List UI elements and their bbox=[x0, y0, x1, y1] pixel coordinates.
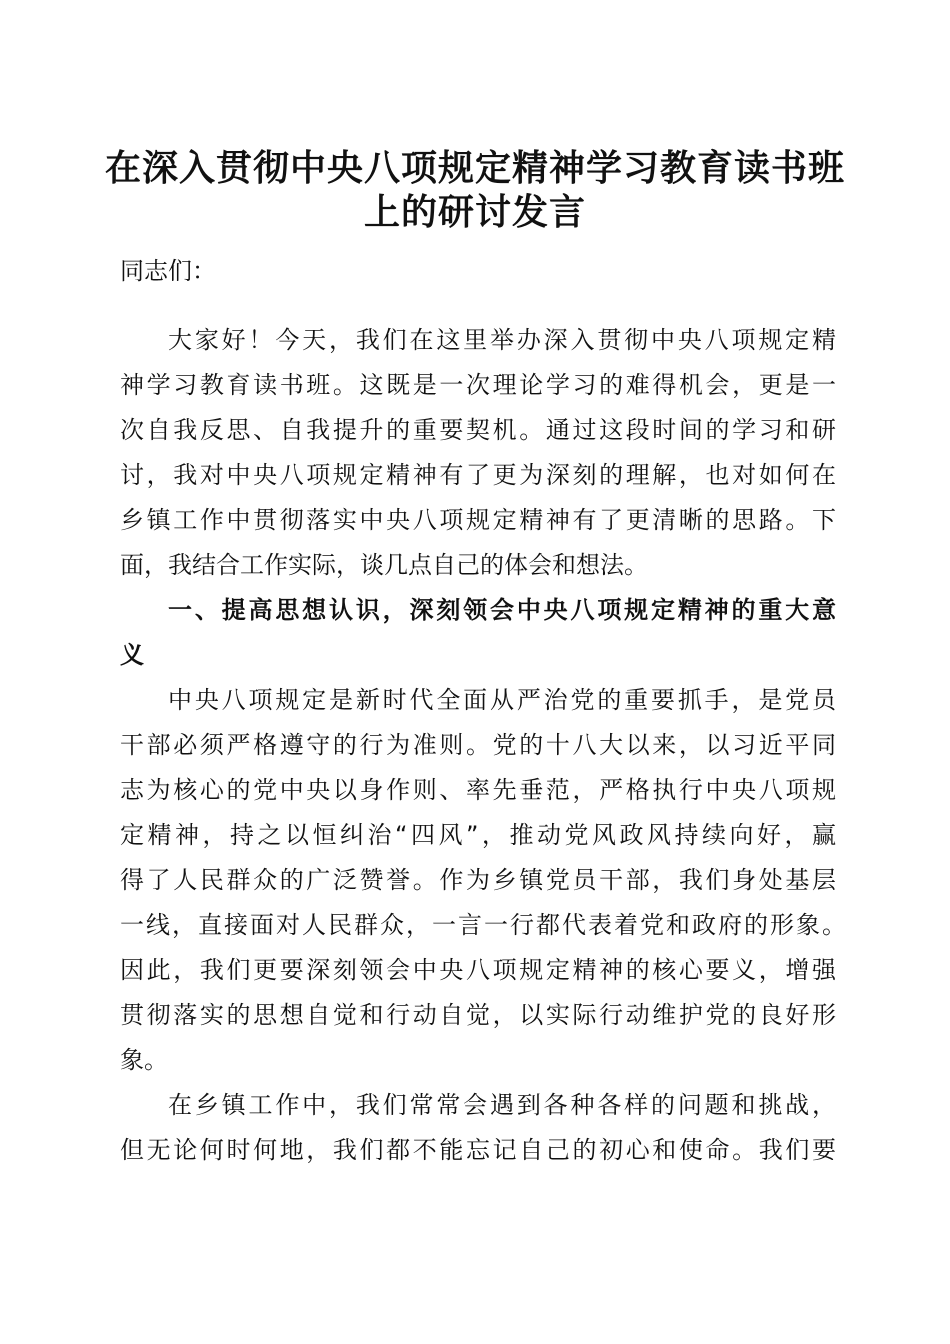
paragraph-line: 中央八项规定是新时代全面从严治党的重要抓手，是党员 bbox=[168, 686, 836, 714]
paragraph-line: 贯彻落实的思想自觉和行动自觉，以实际行动维护党的良好形 bbox=[120, 1001, 836, 1029]
paragraph-line: 乡镇工作中贯彻落实中央八项规定精神有了更清晰的思路。下 bbox=[120, 506, 836, 534]
document-title-line-2: 上的研讨发言 bbox=[363, 191, 586, 233]
paragraph-line: 象。 bbox=[120, 1046, 168, 1074]
paragraph-line: 得了人民群众的广泛赞誉。作为乡镇党员干部，我们身处基层 bbox=[120, 866, 836, 894]
paragraph-line: 志为核心的党中央以身作则、率先垂范，严格执行中央八项规 bbox=[120, 776, 836, 804]
paragraph-line: 但无论何时何地，我们都不能忘记自己的初心和使命。我们要 bbox=[120, 1136, 836, 1164]
paragraph-line: 次自我反思、自我提升的重要契机。通过这段时间的学习和研 bbox=[120, 416, 836, 444]
paragraph-line: 大家好！今天，我们在这里举办深入贯彻中央八项规定精 bbox=[168, 326, 836, 354]
paragraph-line: 神学习教育读书班。这既是一次理论学习的难得机会，更是一 bbox=[120, 371, 836, 399]
section-heading-line: 一、提高思想认识，深刻领会中央八项规定精神的重大意 bbox=[168, 596, 836, 624]
paragraph-line: 在乡镇工作中，我们常常会遇到各种各样的问题和挑战， bbox=[168, 1091, 836, 1119]
paragraph-line: 一线，直接面对人民群众，一言一行都代表着党和政府的形象。 bbox=[120, 911, 846, 939]
paragraph-line: 干部必须严格遵守的行为准则。党的十八大以来，以习近平同 bbox=[120, 731, 836, 759]
paragraph-line: 定精神，持之以恒纠治“四风”，推动党风政风持续向好，赢 bbox=[120, 821, 836, 849]
document-title-line-1: 在深入贯彻中央八项规定精神学习教育读书班 bbox=[104, 147, 845, 189]
salutation: 同志们： bbox=[120, 257, 216, 285]
paragraph-line: 面，我结合工作实际，谈几点自己的体会和想法。 bbox=[120, 551, 648, 579]
paragraph-line: 讨，我对中央八项规定精神有了更为深刻的理解，也对如何在 bbox=[120, 461, 836, 489]
paragraph-line: 因此，我们更要深刻领会中央八项规定精神的核心要义，增强 bbox=[120, 956, 836, 984]
section-heading-line: 义 bbox=[120, 641, 144, 669]
